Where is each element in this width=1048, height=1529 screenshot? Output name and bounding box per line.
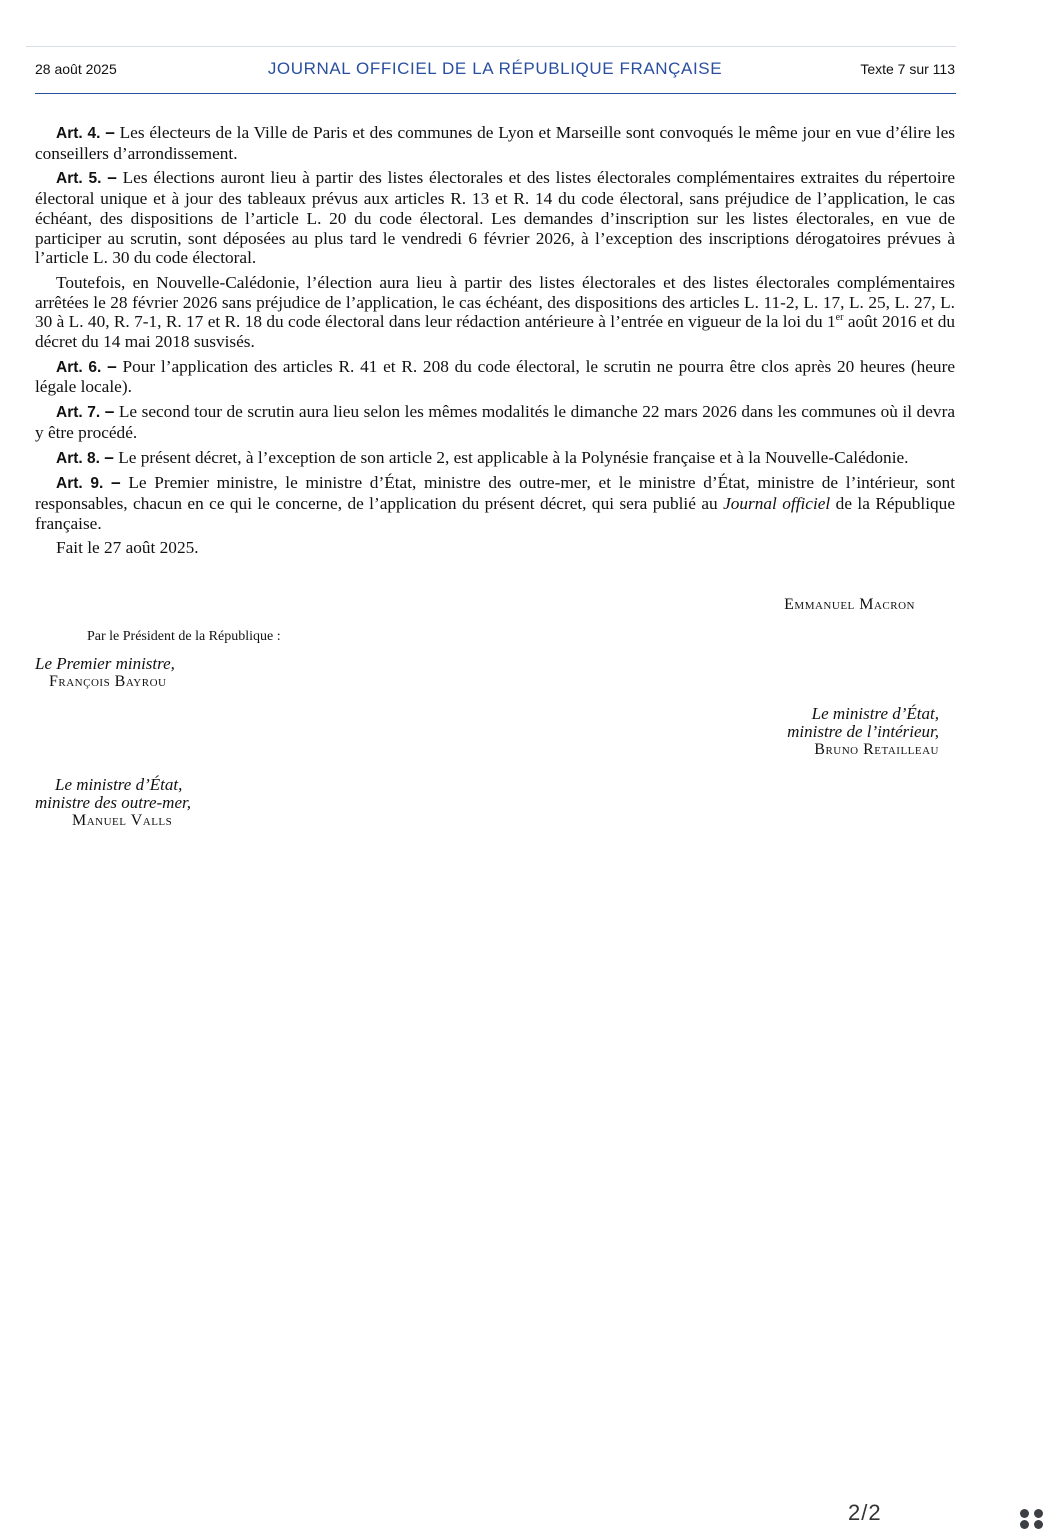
signing-date: Fait le 27 août 2025. — [56, 538, 199, 558]
decree-body — [35, 123, 955, 558]
article-8-label: Art. 8. — [56, 449, 100, 467]
top-divider — [26, 46, 956, 47]
article-5-text: Les élections auront lieu à partir des listes électorales et des listes électorales complémentaires extraites du répertoire électoral unique et à jour des tableaux prévus aux articles R. 13 et R. 14 du code électoral, sans préjudice de l’application, le cas échéant, des dispositions de l’article L. 20 du code électoral. Les demandes d’inscription sur les listes électorales, en vue de participer au scrutin, sont déposées au plus tard le vendredi 6 février 2026, à l’exception des inscriptions dérogatoires prévues à l’article L. 30 du code électoral. — [35, 168, 956, 268]
article-7-label: Art. 7. — [56, 404, 101, 422]
premier-ministre-name: François Bayrou — [49, 673, 167, 690]
par-le-president: Par le Président de la République : — [87, 629, 281, 644]
article-5: Art. 5. – Les élections auront lieu à partir des listes électorales et des listes électorales complémentaires extraites du répertoire électoral unique et à jour des tableaux prévus aux articles R. 13 et R. 14 du code électoral, sans préjudice de l’application, le cas échéant, des dispositions de l’article L. 20 du code électoral. Les demandes d’inscription sur les listes électorales, en vue de participer au scrutin, sont déposées au plus tard le vendredi 6 février 2026, à l’exception des inscriptions dérogatoires prévues à l’article L. 30 du code électoral. — [35, 167, 956, 268]
article-5-label: Art. 5. — [56, 170, 102, 188]
ministre-outre-mer-name: Manuel Valls — [72, 812, 173, 829]
article-7: Art. 7. – Le second tour de scrutin aura lieu selon les mêmes modalités le dimanche 22 mars 2026 dans les communes où il devra y être procédé. — [35, 401, 955, 442]
header-journal-title: JOURNAL OFFICIEL DE LA RÉPUBLIQUE FRANÇAISE — [267, 59, 723, 78]
signature-ministre-interieur: Le ministre d’État, ministre de l’intérieur, Bruno Retailleau — [787, 704, 939, 758]
page-indicator: 2/2 — [848, 1500, 882, 1525]
article-4-label: Art. 4. — [56, 125, 101, 142]
signature-premier-ministre — [35, 655, 175, 691]
article-4: Art. 4. – Les électeurs de la Ville de Paris et des communes de Lyon et Marseille sont convoqués le même jour en vue d’élire les conseillers d’arrondissement. — [35, 122, 955, 163]
article-6-label: Art. 6. — [56, 358, 102, 376]
article-8: Art. 8. – Le présent décret, à l’exception de son article 2, est applicable à la Polynésie française et à la Nouvelle-Calédonie. — [56, 446, 909, 467]
article-8-text: Le présent décret, à l’exception de son article 2, est applicable à la Polynésie française et à la Nouvelle-Calédonie. — [118, 447, 909, 467]
signature-president — [784, 596, 915, 614]
article-5-paragraph-2: Toutefois, en Nouvelle-Calédonie, l’élection aura lieu à partir des listes électorales et des listes électorales complémentaires arrêtées le 28 février 2026 sans préjudice de l’application, le cas échéant, des dispositions des articles L. 11-2, L. 17, L. 25, L. 27, L. 30 à L. 40, R. 7-1, R. 17 et R. 18 du code électoral dans leur rédaction antérieure à l’entrée en vigueur de la loi du 1er août 2016 et du décret du 14 mai 2018 susvisés. — [35, 272, 955, 352]
signature-ministre-outre-mer: Le ministre d’État, ministre des outre-mer, Manuel Valls — [35, 775, 191, 829]
president-name: Emmanuel Macron — [784, 596, 915, 613]
premier-ministre-role: Le Premier ministre, — [35, 654, 175, 673]
article-6: Art. 6. – Pour l’application des articles R. 41 et R. 208 du code électoral, le scrutin ne pourra être clos après 20 heures (heure légale locale). — [35, 355, 956, 397]
header-divider — [35, 93, 956, 94]
article-4-text: Les électeurs de la Ville de Paris et des communes de Lyon et Marseille sont convoqués le même jour en vue d’élire les conseillers d’arrondissement. — [35, 123, 955, 163]
ministre-interieur-name: Bruno Retailleau — [814, 741, 939, 758]
article-7-text: Le second tour de scrutin aura lieu selon les mêmes modalités le dimanche 22 mars 2026 dans les communes où il devra y être procédé. — [35, 402, 955, 442]
article-9: Art. 9. – Le Premier ministre, le ministre d’État, ministre des outre-mer, et le ministre d’État, ministre de l’intérieur, sont responsables, chacun en ce qui le concerne, de l’application du présent décret, qui sera publié au Journal officiel de la République française. — [35, 472, 955, 533]
header-date: 28 août 2025 — [35, 61, 117, 77]
journal-officiel-italic: Journal officiel — [723, 493, 831, 513]
page-header — [35, 59, 955, 83]
article-9-label: Art. 9. — [56, 475, 104, 493]
menu-dots-icon[interactable] — [1020, 1509, 1046, 1523]
header-text-count: Texte 7 sur 113 — [860, 61, 955, 77]
article-6-text: Pour l’application des articles R. 41 et R. 208 du code électoral, le scrutin ne pourra être clos après 20 heures (heure légale locale). — [35, 356, 956, 397]
